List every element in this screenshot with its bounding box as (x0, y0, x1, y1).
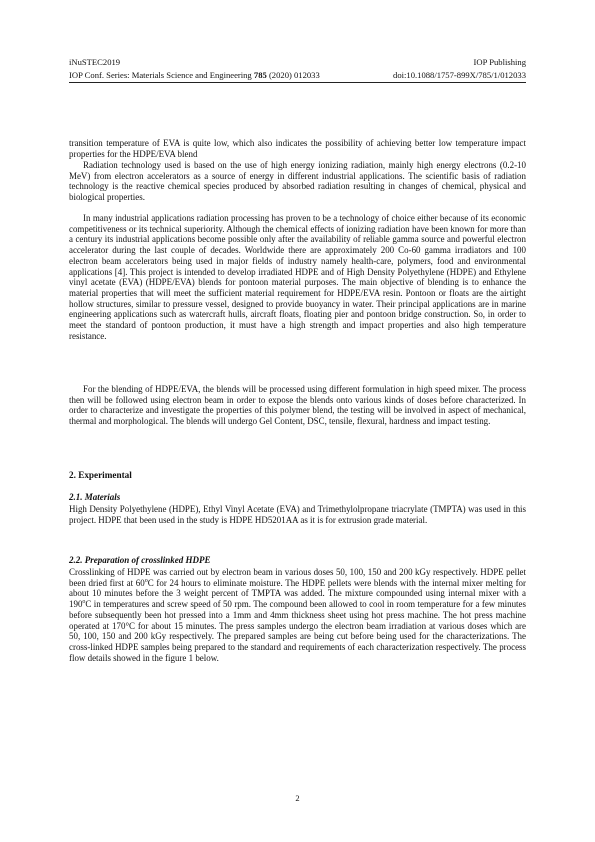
paragraph-materials: High Density Polyethylene (HDPE), Ethyl Vinyl Acetate (EVA) and Trimethylolpropane triacrylate (TMPTA) was used in this project. HDPE that been used in the study is HDPE HD5201AA as it is for extrusion grade material. (69, 504, 526, 525)
subsection-heading-preparation: 2.2. Preparation of crosslinked HDPE (69, 555, 211, 565)
paragraph-radiation-technology: Radiation technology used is based on the use of high energy ionizing radiation, mainly high energy electrons (0.2-10 MeV) from electron accelerators as a source of energy in different industrial applications. The scientific basis of radiation technology is the reactive chemical species produced by absorbed radiation resulting in changes of chemical, physical and biological properties. (69, 160, 526, 203)
paragraph-preparation (69, 567, 526, 663)
degree-mark: o (82, 599, 86, 606)
publisher-name: IOP Publishing (473, 57, 526, 67)
paragraph-eva-transition: transition temperature of EVA is quite low, which also indicates the possibility of achieving better low temperature impact properties for the HDPE/EVA blend (69, 138, 526, 159)
header-divider (69, 82, 526, 83)
running-header-citation (69, 70, 526, 80)
paragraph-industrial-applications: In many industrial applications radiation processing has proven to be a technology of choice either because of its economic competitiveness or its technical superiority. Although the chemical effects of ionizing radiation have been known for more than a century its industrial applications become possible only after the availability of reliable gamma source and powerful electron accelerator during the last couple of decades. Worldwide there are approximately 200 Co-60 gamma irradiators and 100 electron beam accelerators being used in major fields of industry namely health-care, polymers, food and environmental applications [4]. This project is intended to develop irradiated HDPE and of High Density Polyethylene (HDPE) and Ethylene vinyl acetate (EVA) (HDPE/EVA) blends for pontoon material purposes. The main objective of blending is to enhance the material properties that will meet the sufficient material requirement for HDPE/EVA resin. Pontoon or floats are the airtight hollow structures, similar to pressure vessel, designed to provide buoyancy in water. Their principal applications are in marine engineering applications such as watercraft hulls, aircraft floats, floating pier and pontoon bridge construction. So, in order to meet the standard of pontoon production, it must have a high strength and impact properties and also high temperature resistance. (69, 213, 526, 341)
doi: doi:10.1088/1757-899X/785/1/012033 (393, 70, 526, 80)
running-header-top (69, 57, 526, 67)
section-heading-experimental: 2. Experimental (69, 470, 132, 480)
preparation-text-part1: Crosslinking of HDPE was carried out by electron beam in various doses 50, 100, 150 and 200 kGy respectively. HDPE pellet been dried first at 60 (69, 567, 526, 588)
series-name: IOP Conf. Series: Materials Science and Engineering (69, 70, 252, 80)
subsection-heading-materials: 2.1. Materials (69, 492, 121, 502)
year-article: (2020) 012033 (268, 70, 320, 80)
preparation-text-part3: C in temperatures and screw speed of 50 rpm. The compound been allowed to cool in room temperature for a few minutes before subsequently been hot pressed into a 1mm and 4mm thickness sheet using hot press machine. The hot press machine operated at 170°C for about 15 minutes. The press samples undergo the electron beam irradiation at various doses which are 50, 100, 150 and 200 kGy respectively. The prepared samples are being cut before being used for the characterizations. The cross-linked HDPE samples being prepared to the standard and requirements of each characterization respectively. The process flow details showed in the figure 1 below. (69, 599, 526, 663)
preparation-text-part2: C for 24 hours to eliminate moisture. The HDPE pellets were blends with the internal mixer melting for about 10 minutes before the 3 weight percent of TMPTA was added. The mixture compounded using internal mixer with a 190 (69, 577, 526, 610)
paragraph-blending: For the blending of HDPE/EVA, the blends will be processed using different formulation in high speed mixer. The process then will be followed using electron beam in order to expose the blends onto various kinds of doses before characterized. In order to characterize and investigate the properties of this polymer blend, the testing will be involved in aspect of mechanical, thermal and morphological. The blends will undergo Gel Content, DSC, tensile, flexural, hardness and impact testing. (69, 384, 526, 427)
conference-name: iNuSTEC2019 (69, 57, 121, 67)
degree-mark: o (144, 577, 148, 584)
page-number: 2 (295, 793, 300, 803)
volume-number: 785 (253, 70, 267, 80)
